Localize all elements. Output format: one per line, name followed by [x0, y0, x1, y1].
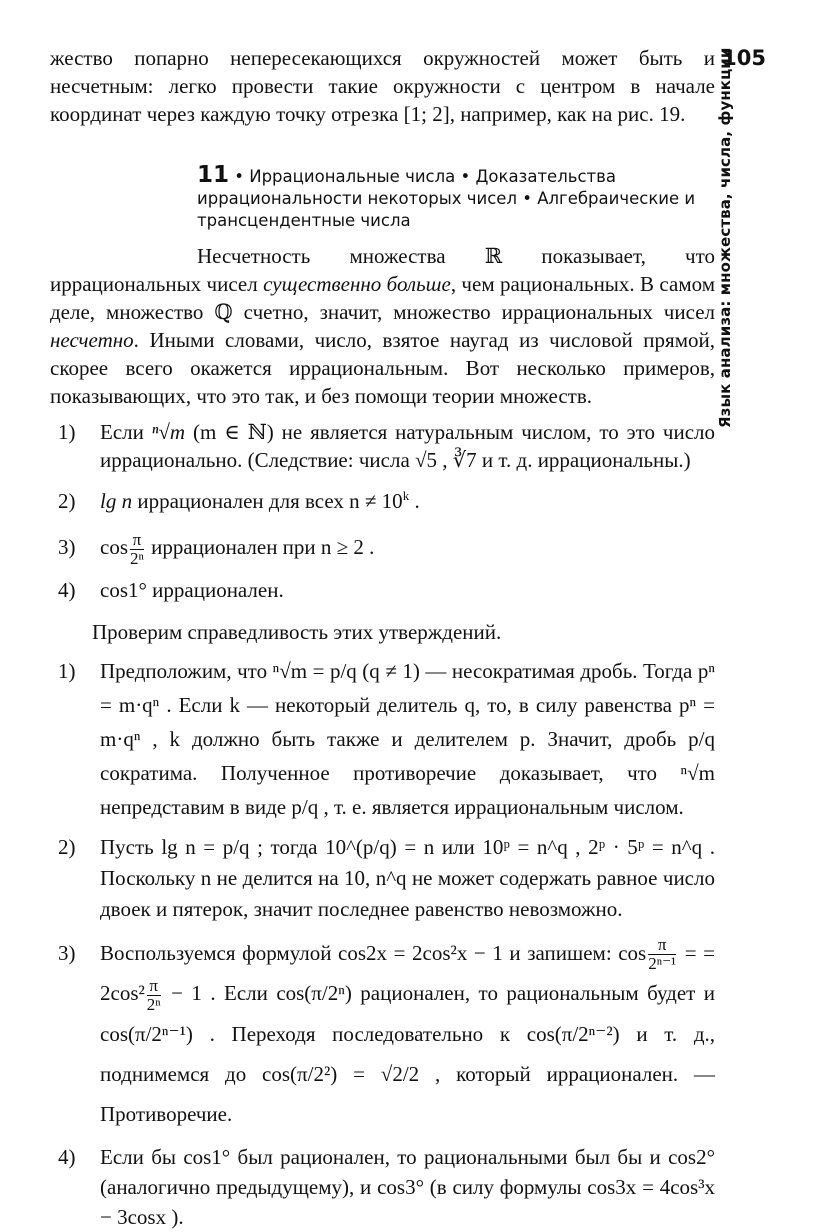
claim-text: . — [409, 489, 420, 513]
claim-marker: 3) — [58, 535, 76, 559]
claim-marker: 2) — [58, 489, 76, 513]
math-root: ⁿ√m — [151, 420, 186, 444]
claim-marker: 1) — [58, 420, 76, 444]
claim-text: иррационален. — [146, 577, 284, 602]
claim-text: иррационален при n ≥ 2 . — [145, 535, 375, 559]
proof-marker: 1) — [58, 658, 76, 683]
paragraph-main — [50, 242, 715, 410]
claim-text: иррационален для всех n ≠ 10 — [132, 489, 403, 513]
numerator: π — [147, 977, 161, 996]
denominator: 2ⁿ — [130, 548, 144, 568]
proof-marker: 3) — [58, 940, 76, 965]
fraction — [147, 977, 161, 1014]
fraction — [648, 936, 676, 973]
fraction — [130, 531, 144, 568]
math-cos: cos — [100, 535, 128, 559]
proof-text: = — [678, 940, 697, 965]
claim-body — [100, 418, 715, 474]
claim-text: (m ∈ ℕ) не является натуральным числом, то это число иррационально. (Следствие: числа √5 , ∛7 и т. д. иррациональны.) — [100, 420, 716, 472]
math-cos1: cos1° — [100, 577, 147, 602]
proof-body: Пусть lg n = p/q ; тогда 10^(p/q) = n или 10ᵖ = n^q , 2ᵖ · 5ᵖ = n^q . Поскольку n не делится на 10, n^q не может содержать равное число двоек и пятерок, значит последнее равенство невозможно. — [100, 834, 715, 921]
running-head: Язык анализа: множества, числа, функции — [716, 47, 734, 428]
denominator: 2ⁿ⁻¹ — [648, 954, 677, 974]
proof-4 — [50, 1142, 715, 1232]
proof-2 — [50, 832, 715, 925]
page-number: 105 — [722, 46, 766, 70]
proof-marker: 2) — [58, 834, 76, 859]
proof-3 — [50, 933, 715, 1134]
para-text-b: , чем рациональных. В самом деле, множество ℚ счетно, значит, множество иррациональных чисел — [50, 272, 715, 324]
claim-4 — [50, 576, 715, 604]
claim-marker: 4) — [58, 577, 76, 602]
claim-body — [100, 528, 715, 568]
intro-paragraph: жество попарно непересекающихся окружностей может быть и несчетным: легко провести такие окружности с центром в начале координат через каждую точку отрезка [1; 2], например, как на рис. 19. — [50, 46, 715, 126]
para-text-a: Несчетность множества ℝ показывает, что иррациональных чисел — [50, 244, 715, 296]
check-line: Проверим справедливость этих утверждений. — [92, 619, 502, 644]
para-text-c: . Иными словами, число, взятое наугад из числовой прямой, скорее всего окажется иррациональным. Вот несколько примеров, показывающих, что это так, и без помощи теории множеств. — [50, 328, 715, 408]
emphasis-1: существенно больше — [263, 272, 451, 296]
section-number: 11 — [197, 162, 230, 188]
claim-2 — [50, 482, 715, 520]
proof-text: − 1 . Если cos(π/2ⁿ) рационален, то рациональным будет и cos(π/2ⁿ⁻¹) . Переходя последовательно к cos(π/2ⁿ⁻²) и т. д., поднимемся до cos(π/2²) = √2/2 , который иррационален. — Противоречие. — [100, 981, 715, 1127]
math-lg: lg n — [100, 489, 133, 513]
proof-1 — [50, 654, 715, 824]
proof-text: = 2cos² — [100, 940, 715, 1006]
emphasis-2: несчетно — [50, 328, 134, 352]
proof-text: Воспользуемся формулой cos2x = 2cos²x − 1 и запишем: cos — [100, 940, 647, 965]
proof-marker: 4) — [58, 1145, 76, 1170]
proof-body: Предположим, что ⁿ√m = p/q (q ≠ 1) — несократимая дробь. Тогда pⁿ = m·qⁿ . Если k — некоторый делитель q, то, в силу равенства pⁿ = m·qⁿ , k должно быть также и делителем p. Значит, дробь p/q сократима. Полученное противоречие доказывает, что ⁿ√m непредставим в виде p/q , т. е. является иррациональным числом. — [100, 658, 715, 819]
page-text — [50, 44, 715, 1232]
claim-text: Если — [100, 420, 152, 444]
numerator: π — [648, 936, 676, 955]
proof-body — [100, 933, 715, 1134]
proof-body: Если бы cos1° был рационален, то рациональными был бы и cos2° (аналогично предыдущему), и cos3° (в силу формулы cos3x = 4cos³x − 3cosx ). — [100, 1145, 715, 1230]
numerator: π — [130, 531, 144, 550]
math-sup: k — [402, 488, 410, 503]
section-title: • Иррациональные числа • Доказательства иррациональности некоторых чисел • Алгебраические и трансцендентные числа — [197, 167, 696, 230]
claim-3 — [50, 528, 715, 568]
claim-body — [100, 576, 715, 604]
claim-body — [100, 482, 715, 520]
denominator: 2ⁿ — [146, 995, 161, 1015]
section-heading — [197, 164, 715, 232]
claim-1 — [50, 418, 715, 474]
